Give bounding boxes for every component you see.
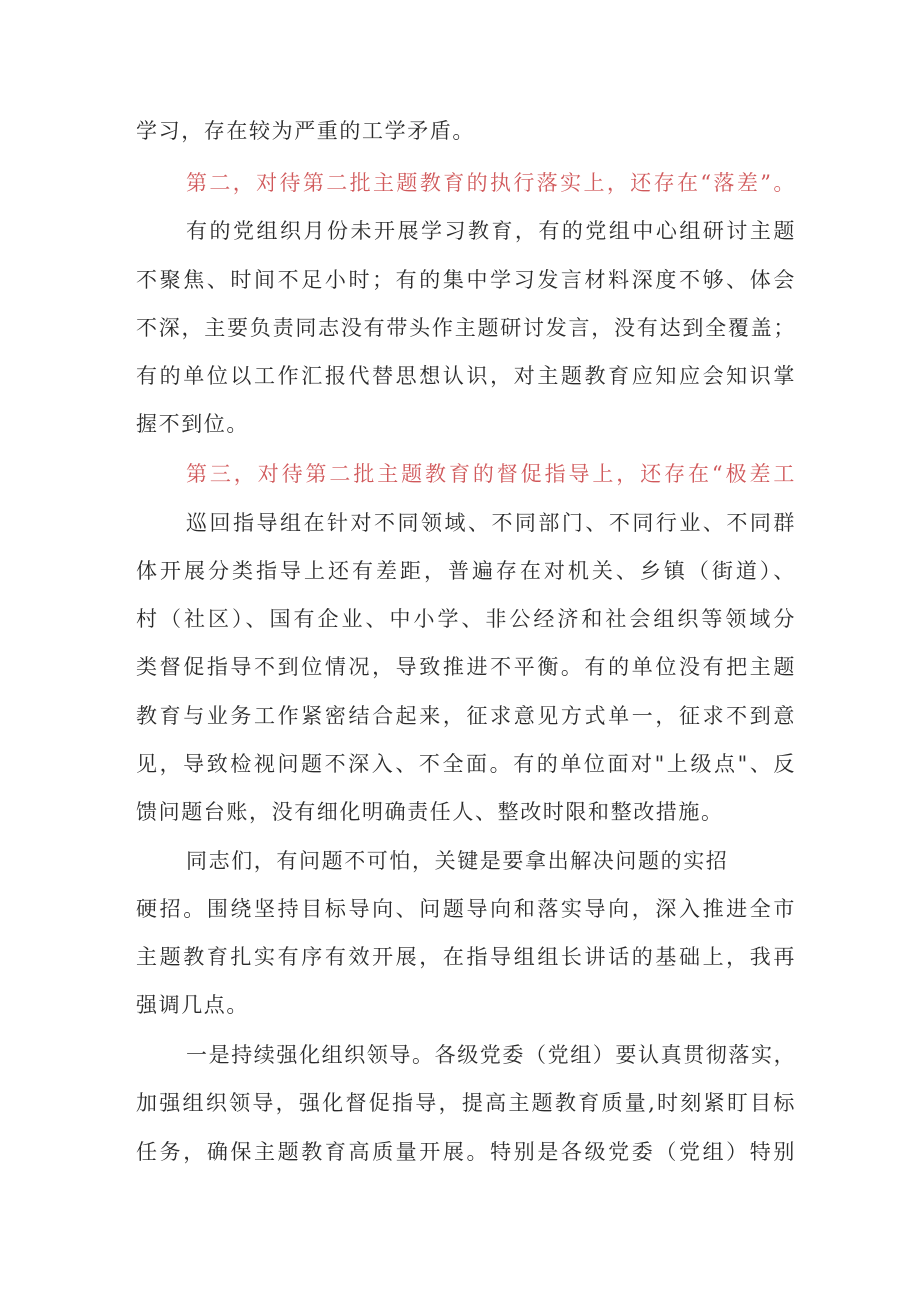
section-heading-3: 第三，对待第二批主题教育的督促指导上，还存在“极差工 [186, 462, 796, 486]
paragraph-line: 加强组织领导，强化督促指导，提高主题教育质量,时刻紧盯目标 [136, 1091, 796, 1115]
paragraph-line: 有的党组织月份未开展学习教育，有的党组中心组研讨主题 [186, 219, 796, 243]
paragraph-line: 体开展分类指导上还有差距，普遍存在对机关、乡镇（街道）、 [136, 559, 796, 583]
paragraph-line: 馈问题台账，没有细化明确责任人、整改时限和整改措施。 [136, 800, 724, 824]
paragraph-line: 任务，确保主题教育高质量开展。特别是各级党委（党组）特别 [136, 1140, 796, 1164]
paragraph-line: 硬招。围绕坚持目标导向、问题导向和落实导向，深入推进全市 [136, 897, 796, 921]
paragraph-line: 一是持续强化组织领导。各级党委（党组）要认真贯彻落实， [186, 1043, 797, 1067]
paragraph-line: 不聚焦、时间不足小时；有的集中学习发言材料深度不够、体会 [136, 268, 796, 292]
paragraph-line: 村（社区）、国有企业、中小学、非公经济和社会组织等领域分 [136, 607, 796, 631]
paragraph-line: 教育与业务工作紧密结合起来，征求意见方式单一，征求不到意 [136, 704, 796, 728]
paragraph-line: 有的单位以工作汇报代替思想认识，对主题教育应知应会知识掌 [136, 364, 796, 388]
paragraph-line: 见，导致检视问题不深入、不全面。有的单位面对"上级点"、反 [136, 752, 796, 776]
section-heading-2: 第二，对待第二批主题教育的执行落实上，还存在“落差”。 [186, 171, 796, 195]
paragraph-line: 巡回指导组在针对不同领域、不同部门、不同行业、不同群 [186, 511, 796, 535]
paragraph-line: 同志们，有问题不可怕，关键是要拿出解决问题的实招 [186, 849, 729, 873]
paragraph-line: 类督促指导不到位情况，导致推进不平衡。有的单位没有把主题 [136, 655, 796, 679]
paragraph-line: 学习，存在较为严重的工学矛盾。 [136, 119, 475, 143]
paragraph-line: 不深，主要负责同志没有带头作主题研讨发言，没有达到全覆盖； [136, 316, 796, 340]
paragraph-line: 强调几点。 [136, 993, 249, 1017]
paragraph-line: 握不到位。 [136, 412, 249, 436]
paragraph-line: 主题教育扎实有序有效开展，在指导组组长讲话的基础上，我再 [136, 945, 796, 969]
